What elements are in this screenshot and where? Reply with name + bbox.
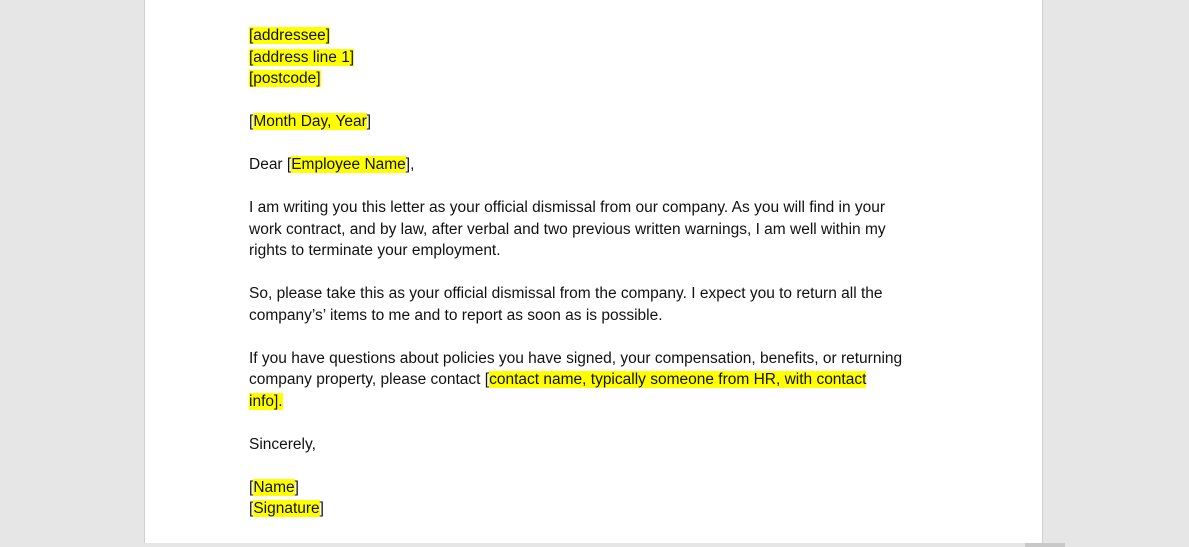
- page-bottom-edge: [0, 543, 1189, 547]
- address-addressee: [addressee]: [249, 27, 330, 44]
- paragraph-1-line-1: I am writing you this letter as your official dismissal from our company. As you will find in your: [249, 199, 886, 216]
- paragraph-3-line-3: info].: [249, 392, 283, 410]
- paragraph-2-line-2: company’s’ items to me and to report as soon as is possible.: [249, 306, 663, 324]
- salutation: Dear [Employee Name],: [249, 156, 415, 173]
- signature-name: [Name]: [249, 478, 299, 496]
- horizontal-scrollbar-thumb[interactable]: [1025, 543, 1065, 547]
- letter-body[interactable]: [249, 25, 949, 520]
- address-line-1: [address line 1]: [249, 48, 355, 66]
- address-postcode: [postcode]: [249, 70, 321, 87]
- signature-line: [Signature]: [249, 500, 324, 517]
- paragraph-3-line-1: If you have questions about policies you have signed, your compensation, benefits, or returning: [249, 349, 903, 367]
- closing: Sincerely,: [249, 435, 316, 453]
- paragraph-3-line-2: company property, please contact [contact name, typically someone from HR, with contact: [249, 371, 867, 388]
- letter-date: [Month Day, Year]: [249, 113, 372, 130]
- paragraph-1-line-3: rights to terminate your employment.: [249, 242, 501, 259]
- paragraph-2-line-1: So, please take this as your official dismissal from the company. I expect you to return all the: [249, 285, 883, 302]
- paragraph-1-line-2: work contract, and by law, after verbal and two previous written warnings, I am well within my: [249, 220, 886, 238]
